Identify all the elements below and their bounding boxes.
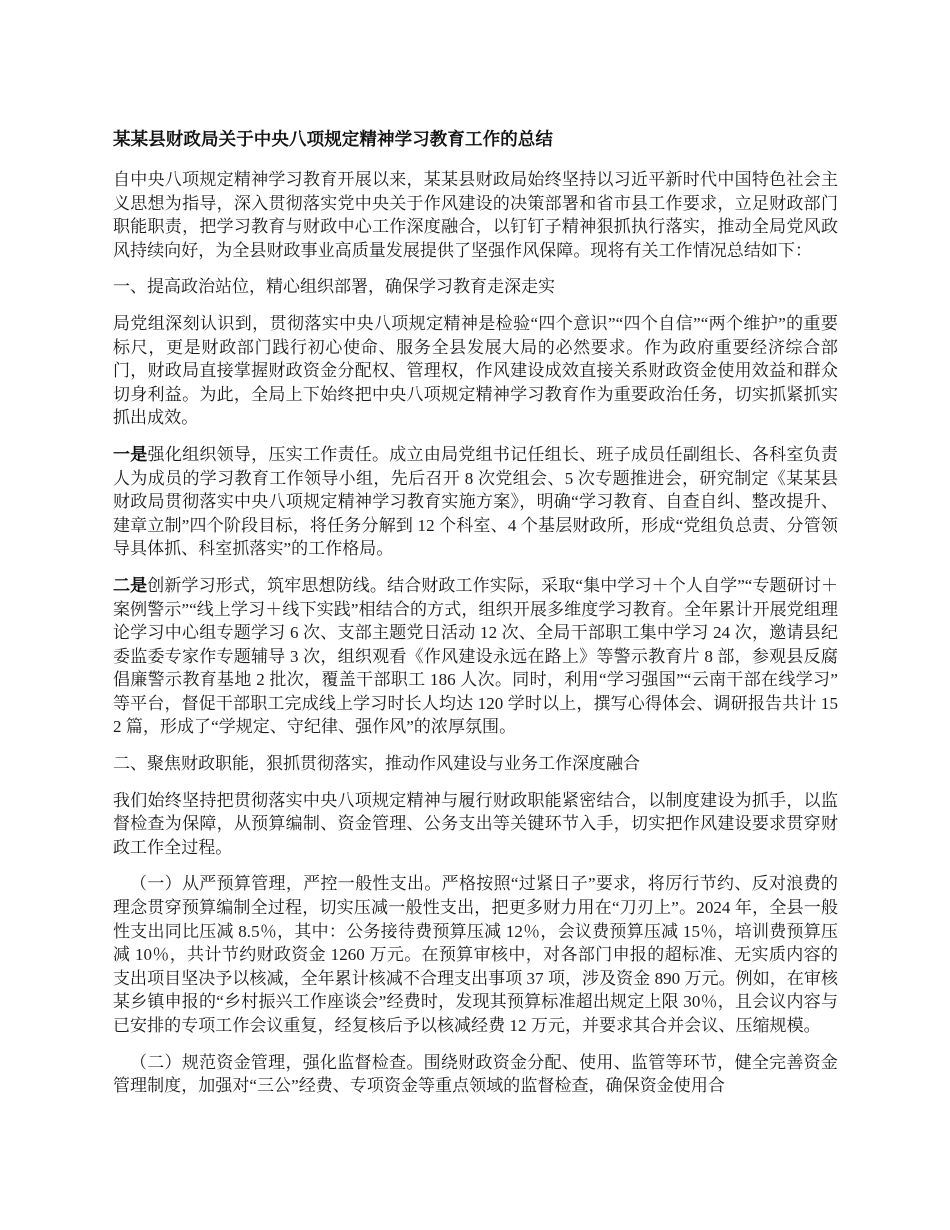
page-title: 某某县财政局关于中央八项规定精神学习教育工作的总结 — [113, 129, 553, 149]
section-1-body: 局党组深刻认识到，贯彻落实中央八项规定精神是检验“四个意识”“四个自信”“两个维护”的重要标尺，更是财政部门践行初心使命、服务全县发展大局的必然要求。作为政府重要经济综合部门，财政局直接掌握财政资金分配权、管理权，作风建设成效直接关系财政资金使用效益和群众切身利益。为此，全局上下始终把中央八项规定精神学习教育作为重要政治任务，切实抓紧抓实抓出成效。 — [113, 313, 838, 428]
point-one-paragraph-text: 强化组织领导，压实工作责任。成立由局党组书记任组长、班子成员任副组长、各科室负责人为成员的学习教育工作领导小组，先后召开 8 次党组会、5 次专题推进会，研究制定《某某县财政局贯彻落实中央八项规定精神学习教育实施方案》，明确“学习教育、自查自纠、整改提升、建章立制”四个阶段目标，将任务分解到 12 个科室、4 个基层财政所，形成“党组负总责、分管领导具体抓、科室抓落实”的工作格局。 — [113, 444, 839, 559]
subsection-two-paragraph: （二）规范资金管理，强化监督检查。围绕财政资金分配、使用、监管等环节，健全完善资金管理制度，加强对“三公”经费、专项资金等重点领域的监督检查，确保资金使用合 — [113, 1052, 838, 1096]
point-one-paragraph-lead: 一是 — [113, 444, 148, 464]
point-two-paragraph-text: 创新学习形式，筑牢思想防线。结合财政工作实际，采取“集中学习＋个人自学”“专题研讨＋案例警示”“线上学习＋线下实践”相结合的方式，组织开展多维度学习教育。全年累计开展党组理论学习中心组专题学习 6 次、支部主题党日活动 12 次、全局干部职工集中学习 24 次，邀请县纪委监委专家作专题辅导 3 次，组织观看《作风建设永远在路上》等警示教育片 8 部，参观县反腐倡廉警示教育基地 2 批次，覆盖干部职工 186 人次。同时，利用“学习强国”“云南干部在线学习”等平台，督促干部职工完成线上学习时长人均达 120 学时以上，撰写心得体会、调研报告共计 152 篇，形成了“学规定、守纪律、强作风”的浓厚氛围。 — [113, 575, 839, 737]
section-heading-2: 二、聚焦财政职能，狠抓贯彻落实，推动作风建设与业务工作深度融合 — [113, 754, 640, 774]
point-two-paragraph-lead: 二是 — [113, 575, 148, 595]
point-one-paragraph — [113, 443, 838, 561]
section-heading-1: 一、提高政治站位，精心组织部署，确保学习教育走深走实 — [113, 277, 555, 297]
intro-paragraph: 自中央八项规定精神学习教育开展以来，某某县财政局始终坚持以习近平新时代中国特色社会主义思想为指导，深入贯彻落实党中央关于作风建设的决策部署和省市县工作要求，立足财政部门职能职责，把学习教育与财政中心工作深度融合，以钉钉子精神狠抓执行落实，推动全局党风政风持续向好，为全县财政事业高质量发展提供了坚强作风保障。现将有关工作情况总结如下： — [113, 170, 838, 260]
point-two-paragraph — [113, 574, 838, 739]
document-body — [113, 168, 838, 1098]
section-2-body: 我们始终坚持把贯彻落实中央八项规定精神与履行财政职能紧密结合，以制度建设为抓手，以监督检查为保障，从预算编制、资金管理、公务支出等关键环节入手，切实把作风建设要求贯穿财政工作全过程。 — [113, 790, 838, 857]
subsection-one-paragraph: （一）从严预算管理，严控一般性支出。严格按照“过紧日子”要求，将厉行节约、反对浪费的理念贯穿预算编制全过程，切实压减一般性支出，把更多财力用在“刀刃上”。2024 年，全县一般性支出同比压减 8.5％，其中：公务接待费预算压减 12％，会议费预算压减 15％，培训费预算压减 10％，共计节约财政资金 1260 万元。在预算审核中，对各部门申报的超标准、无实质内容的支出项目坚决予以核减，全年累计核减不合理支出事项 37 项，涉及资金 890 万元。例如，在审核某乡镇申报的“乡村振兴工作座谈会”经费时，发现其预算标准超出规定上限 30％，且会议内容与已安排的专项工作会议重复，经复核后予以核减经费 12 万元，并要求其合并会议、压缩规模。 — [113, 874, 838, 1035]
